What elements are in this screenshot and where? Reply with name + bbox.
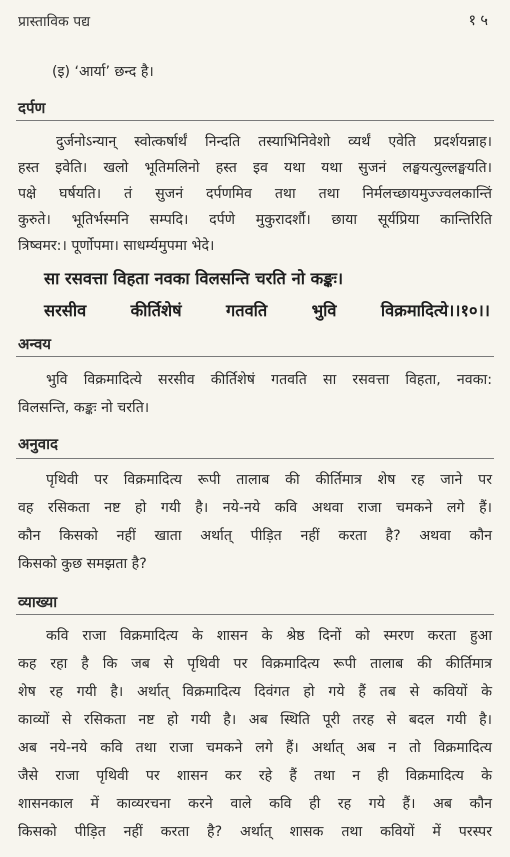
section-divider bbox=[16, 614, 494, 615]
anuvad-line-2: वह रसिकता नष्ट हो गयी है। नये-नये कवि अथवा राजा चमकने लगे हैं। bbox=[18, 500, 492, 516]
vyakhya-line-5: अब नये-नये कवि तथा राजा चमकने लगे हैं। अर्थात् अब न तो विक्रमादित्य bbox=[18, 740, 492, 756]
darpan-line-4: कुरुते। भूतिर्भस्मनि सम्पदि। दर्पणे मुकुरादर्शौ। छाया सूर्यप्रिया कान्तिरिति bbox=[18, 212, 492, 228]
page-number: १५ bbox=[468, 11, 492, 29]
vyakhya-line-8: किसको पीड़ित नहीं करता है? अर्थात् शासक तथा कवियों में परस्पर bbox=[18, 824, 492, 840]
darpan-line-1: दुर्जनोऽन्यान् स्वोत्कर्षार्थं निन्दति तस्याभिनिवेशो व्यर्थं एवेति प्रदर्शयन्नाह। bbox=[56, 134, 492, 150]
anvay-line-2: विलसन्ति, कङ्कः नो चरति। bbox=[18, 400, 150, 416]
anuvad-line-4: किसको कुछ समझता है? bbox=[18, 556, 147, 572]
heading-darpan: दर्पण bbox=[18, 99, 46, 117]
vyakhya-line-7: शासनकाल में काव्यरचना करने वाले कवि ही रह गये हैं। अब कौन bbox=[18, 796, 492, 812]
verse-line-2: सरसीव कीर्तिशेषं गतवति भुवि विक्रमादित्ये।।१०।। bbox=[44, 301, 490, 320]
vyakhya-line-3: शेष रह गयी है। अर्थात् विक्रमादित्य दिवंगत हो गये हैं तब से कवियों के bbox=[18, 684, 492, 700]
verse-line-1: सा रसवत्ता विहता नवका विलसन्ति चरति नो कङ्कः। bbox=[44, 269, 344, 288]
section-divider bbox=[16, 356, 494, 357]
anuvad-line-3: कौन किसको नहीं खाता अर्थात् पीड़ित नहीं करता है? अथवा कौन bbox=[18, 528, 492, 544]
darpan-line-3: पक्षे घर्षयति। तं सुजनं दर्पणमिव तथा तथा निर्मलच्छायमुज्ज्वलकान्तिं bbox=[18, 186, 492, 202]
heading-anuvad: अनुवाद bbox=[18, 435, 58, 453]
anuvad-line-1: पृथिवी पर विक्रमादित्य रूपी तालाब की कीर्तिमात्र शेष रह जाने पर bbox=[46, 472, 492, 488]
vyakhya-line-4: काव्यों से रसिकता नष्ट हो गयी है। अब स्थिति पूरी तरह से बदल गयी है। bbox=[18, 712, 492, 728]
vyakhya-line-1: कवि राजा विक्रमादित्य के शासन के श्रेष्ठ दिनों को स्मरण करता हुआ bbox=[46, 628, 492, 644]
vyakhya-line-6: जैसे राजा पृथिवी पर शासन कर रहे हैं तथा न ही विक्रमादित्य के bbox=[18, 768, 492, 784]
heading-vyakhya: व्याख्या bbox=[18, 593, 58, 611]
section-divider bbox=[16, 458, 494, 459]
darpan-line-5: त्रिष्वमर:। पूर्णोपमा। साधर्म्यमुपमा भेदे। bbox=[18, 238, 215, 254]
heading-anvay: अन्वय bbox=[18, 335, 51, 353]
darpan-line-2: हस्त इवेति। खलो भूतिमलिनो हस्त इव यथा यथा सुजनं लङ्घयत्युल्लङ्घयति। bbox=[18, 160, 492, 176]
anvay-line-1: भुवि विक्रमादित्ये सरसीव कीर्तिशेषं गतवति सा रसवत्ता विहता, नवका: bbox=[46, 372, 492, 388]
vyakhya-line-2: कह रहा है कि जब से पृथिवी पर विक्रमादित्य रूपी तालाब की कीर्तिमात्र bbox=[18, 656, 492, 672]
section-divider bbox=[16, 120, 494, 121]
intro-note: (इ) ‘आर्या’ छन्द है। bbox=[52, 64, 154, 80]
running-header-title: प्रास्ताविक पद्य bbox=[18, 14, 91, 30]
